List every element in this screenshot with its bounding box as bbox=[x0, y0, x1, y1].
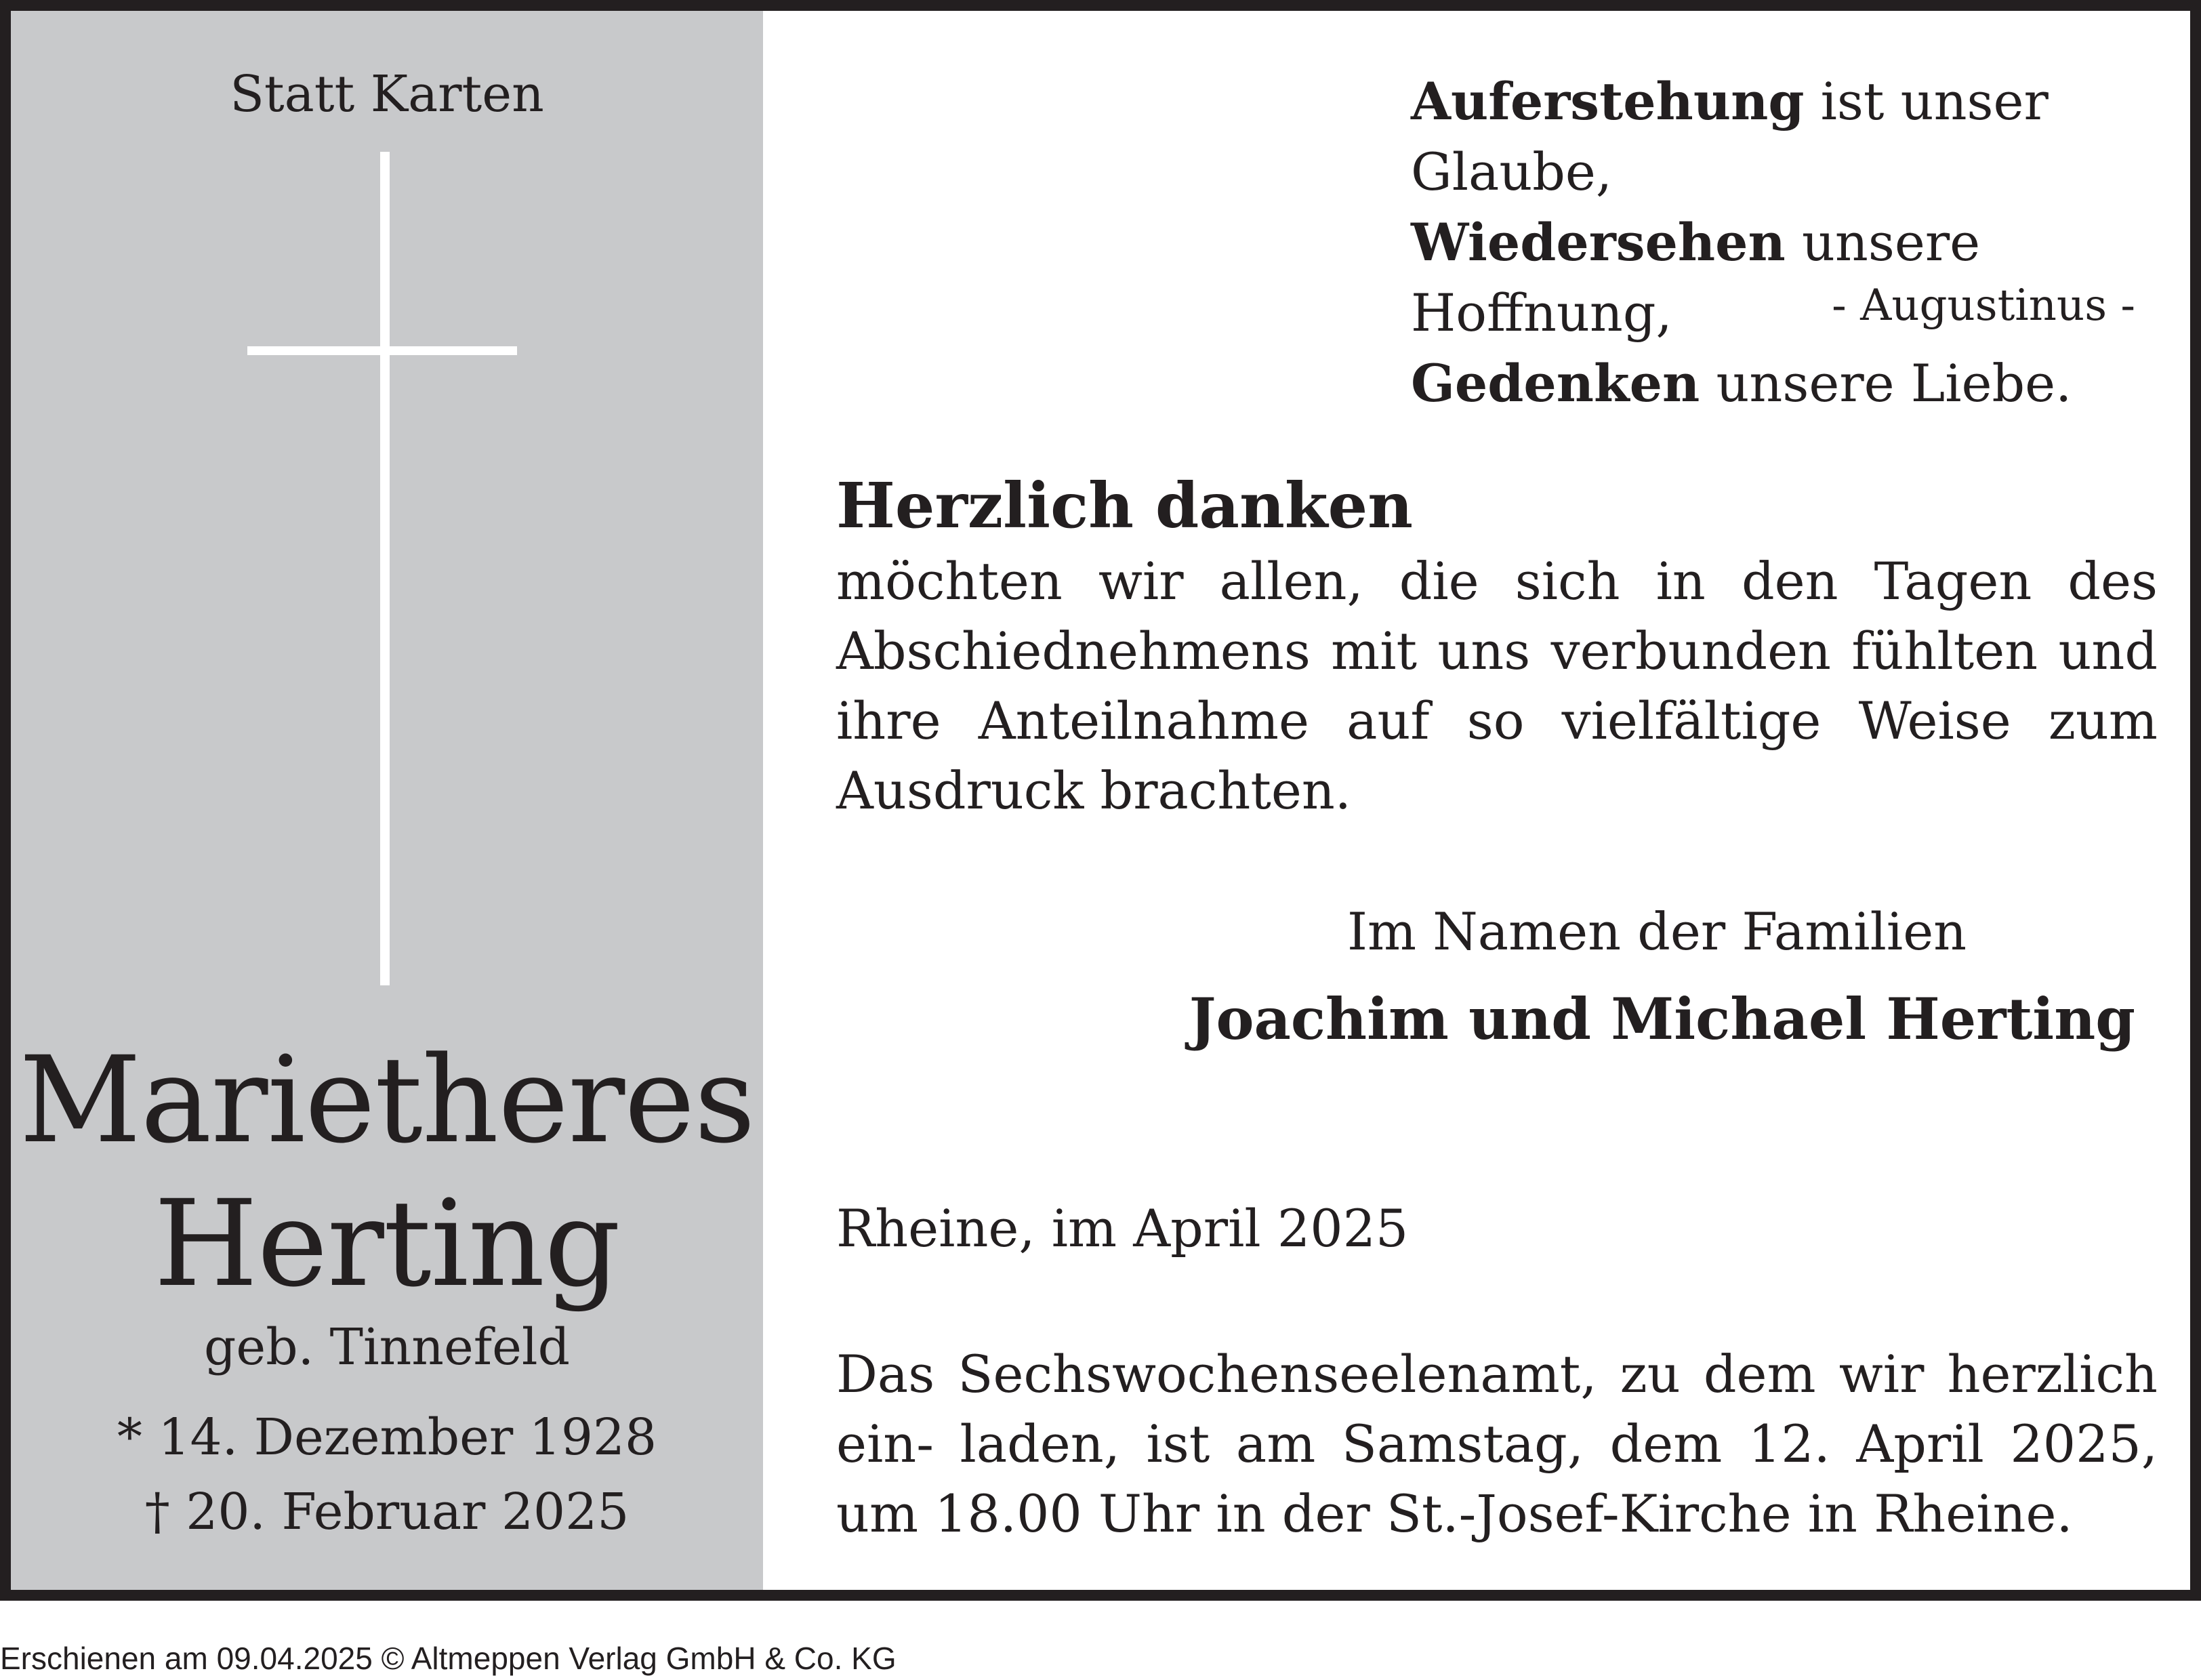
publication-footer: Erschienen am 09.04.2025 © Altmeppen Verlag GmbH & Co. KG bbox=[0, 1641, 897, 1676]
birth-date: * 14. Dezember 1928 bbox=[117, 1408, 657, 1467]
quote-line: Wiedersehen unsere Hoffnung, bbox=[1411, 212, 1981, 343]
deceased-panel bbox=[11, 11, 763, 1590]
quote bbox=[1411, 66, 2156, 419]
notice-header: Statt Karten bbox=[230, 65, 544, 123]
mass-notice: Das Sechswochenseelenamt, zu dem wir herzlich ein- laden, ist am Samstag, dem 12. April 2025, um 18.00 Uhr in der St.-Josef-Kirche in Rheine. bbox=[836, 1344, 2158, 1544]
quote-author: - Augustinus - bbox=[1832, 281, 2135, 331]
place-date: Rheine, im April 2025 bbox=[836, 1198, 1409, 1258]
birth-name: geb. Tinnefeld bbox=[204, 1318, 570, 1376]
signature-names: Joachim und Michael Herting bbox=[1189, 985, 2135, 1052]
deceased-first-name: Marietheres bbox=[19, 1031, 755, 1170]
deceased-last-name: Herting bbox=[154, 1174, 620, 1313]
thanks-heading: Herzlich danken bbox=[836, 469, 1413, 542]
death-date: † 20. Februar 2025 bbox=[144, 1483, 630, 1541]
quote-line: Gedenken unsere Liebe. bbox=[1411, 353, 2072, 413]
signature-intro: Im Namen der Familien bbox=[1347, 901, 1967, 962]
quote-line: Auferstehung ist unser Glaube, bbox=[1411, 71, 2049, 202]
thanks-text: möchten wir allen, die sich in den Tagen des Abschiednehmens mit uns verbunden fühlten und ihre Anteilnahme auf so vielfältige Weise zum Ausdruck brachten. bbox=[836, 551, 2158, 821]
